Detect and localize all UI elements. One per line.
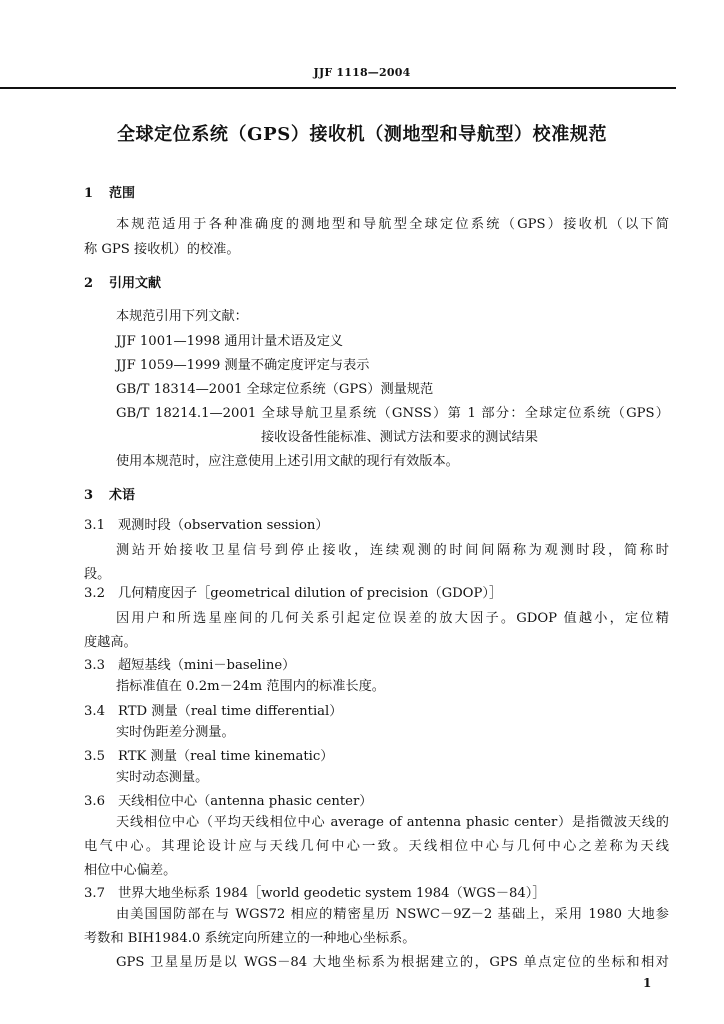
term-number: 3.3 (84, 658, 105, 673)
term-number: 3.6 (84, 794, 105, 809)
section-3-heading (84, 484, 135, 503)
paragraph-line: 本规范适用于各种准确度的测地型和导航型全球定位系统（GPS）接收机（以下简 (116, 217, 669, 232)
term-title: 观测时段（observation session） (118, 518, 329, 533)
term-body-line: 天线相位中心（平均天线相位中心 average of antenna phasic center）是指微波天线的 (116, 815, 669, 830)
term-body-line: 测站开始接收卫星信号到停止接收，连续观测的时间间隔称为观测时段，简称时 (116, 543, 669, 558)
term-body-line: 相位中心偏差。 (84, 863, 177, 878)
reference-item: JJF 1001—1998 通用计量术语及定义 (116, 334, 344, 349)
term-title: RTD 测量（real time differential） (118, 704, 343, 719)
term-body-line: 实时动态测量。 (116, 770, 209, 785)
references-intro: 本规范引用下列文献： (116, 309, 248, 324)
term-body-line: 度越高。 (84, 635, 137, 650)
term-body-line: 指标准值在 0.2m－24m 范围内的标准长度。 (116, 679, 385, 694)
term-body-line: 考数和 BIH1984.0 系统定向所建立的一种地心坐标系。 (84, 931, 416, 946)
term-number: 3.2 (84, 586, 105, 601)
standard-code-header: JJF 1118—2004 (313, 66, 411, 79)
reference-item: JJF 1059—1999 测量不确定度评定与表示 (116, 358, 370, 373)
term-heading (84, 700, 342, 719)
section-title: 范围 (109, 186, 136, 201)
reference-item: GB/T 18314—2001 全球定位系统（GPS）测量规范 (116, 382, 434, 397)
section-number: 3 (84, 488, 94, 503)
section-number: 1 (84, 186, 94, 201)
section-1-heading (84, 182, 135, 201)
reference-item: GB/T 18214.1—2001 全球导航卫星系统（GNSS）第 1 部分：全球定位系统（GPS） (116, 406, 669, 421)
term-body-line: 因用户和所选星座间的几何关系引起定位误差的放大因子。GDOP 值越小，定位精 (116, 611, 669, 626)
reference-item-continuation: 接收设备性能标准、测试方法和要求的测试结果 (261, 430, 538, 445)
term-body-line: GPS 卫星星历是以 WGS－84 大地坐标系为根据建立的，GPS 单点定位的坐标和相对 (116, 955, 669, 970)
term-body-line: 由美国国防部在与 WGS72 相应的精密星历 NSWC－9Z－2 基础上，采用 1980 大地参 (116, 907, 669, 922)
section-number: 2 (84, 276, 94, 291)
document-title: 全球定位系统（GPS）接收机（测地型和导航型）校准规范 (116, 124, 608, 145)
section-title: 引用文献 (109, 276, 162, 291)
paragraph-line: 称 GPS 接收机）的校准。 (84, 242, 240, 257)
term-title: RTK 测量（real time kinematic） (118, 749, 334, 764)
term-heading (84, 514, 329, 533)
term-title: 超短基线（mini－baseline） (118, 658, 296, 673)
term-heading (84, 745, 333, 764)
term-heading (84, 882, 546, 901)
term-heading (84, 582, 502, 601)
term-number: 3.1 (84, 518, 105, 533)
page-number: 1 (643, 976, 652, 990)
term-title: 几何精度因子［geometrical dilution of precision（GDOP）］ (118, 586, 503, 601)
term-title: 天线相位中心（antenna phasic center） (118, 794, 373, 809)
section-2-heading (84, 272, 161, 291)
term-number: 3.4 (84, 704, 105, 719)
term-body-line: 实时伪距差分测量。 (116, 725, 235, 740)
term-body-line: 电气中心。其理论设计应与天线几何中心一致。天线相位中心与几何中心之差称为天线 (84, 839, 669, 854)
header-rule (0, 87, 676, 89)
term-number: 3.5 (84, 749, 105, 764)
references-outro: 使用本规范时，应注意使用上述引用文献的现行有效版本。 (116, 454, 459, 469)
term-heading (84, 654, 295, 673)
term-number: 3.7 (84, 886, 105, 901)
term-title: 世界大地坐标系 1984［world geodetic system 1984（WGS－84）］ (118, 886, 546, 901)
term-heading (84, 790, 372, 809)
term-body-line: 段。 (84, 567, 111, 582)
section-title: 术语 (109, 488, 136, 503)
